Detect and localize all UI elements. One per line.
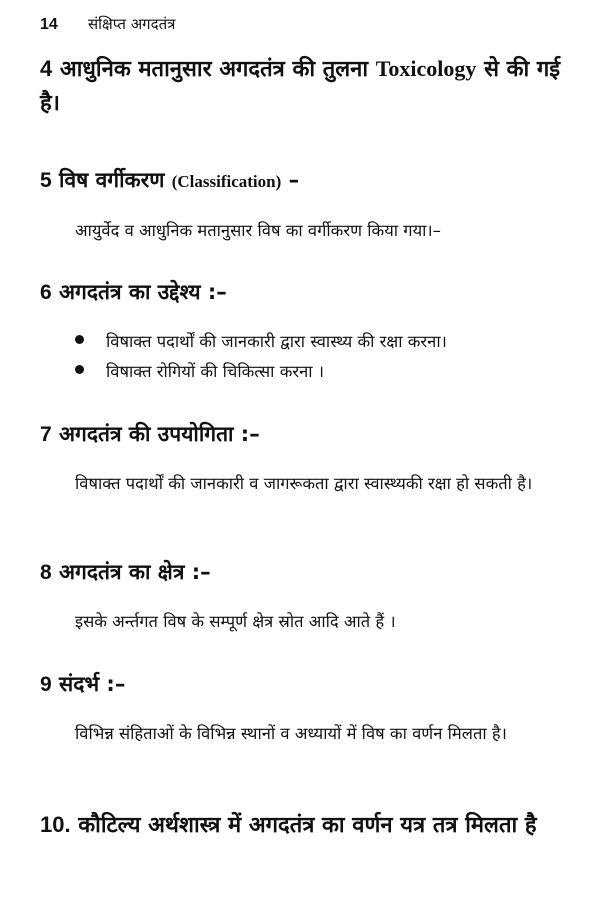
list-item: विषाक्त रोगियों की चिकित्सा करना । xyxy=(75,357,570,387)
section-9 xyxy=(40,668,570,749)
objectives-list xyxy=(40,327,570,387)
english-term: (Classification) xyxy=(171,172,282,191)
section-7 xyxy=(40,418,570,499)
book-title: संक्षिप्त अगदतंत्र xyxy=(88,15,176,33)
section-5 xyxy=(40,164,570,246)
section-8 xyxy=(40,556,570,637)
bullet-icon xyxy=(75,335,84,344)
running-header xyxy=(40,14,175,34)
section-5-heading: 5 विष वर्गीकरण (Classification) – xyxy=(40,168,300,192)
bullet-icon xyxy=(75,365,84,374)
section-4-heading: 4 आधुनिक मतानुसार अगदतंत्र की तुलना Toxicology से की गई है। xyxy=(40,56,561,116)
section-6-heading: 6 अगदतंत्र का उद्देश्य :– xyxy=(40,280,227,304)
section-9-body: विभिन्न संहिताओं के विभिन्न स्थानों व अध्यायों में विष का वर्णन मिलता है। xyxy=(75,724,507,743)
section-8-heading: 8 अगदतंत्र का क्षेत्र :– xyxy=(40,560,211,584)
list-item: विषाक्त पदार्थों की जानकारी द्वारा स्वास्थ्य की रक्षा करना। xyxy=(75,327,570,357)
english-term: Toxicology xyxy=(375,56,477,81)
page-number: 14 xyxy=(40,16,58,33)
section-9-heading: 9 संदर्भ :– xyxy=(40,672,126,696)
section-7-heading: 7 अगदतंत्र की उपयोगिता :– xyxy=(40,422,260,446)
section-8-body: इसके अर्न्तगत विष के सम्पूर्ण क्षेत्र स्रोत आदि आते हैं । xyxy=(75,612,396,631)
section-10-heading: 10. कौटिल्य अर्थशास्त्र में अगदतंत्र का वर्णन यत्र तत्र मिलता है xyxy=(40,812,537,838)
section-7-body: विषाक्त पदार्थों की जानकारी व जागरूकता द्वारा स्वास्थ्यकी रक्षा हो सकती है। xyxy=(75,474,533,493)
section-6 xyxy=(40,276,570,387)
section-10 xyxy=(40,808,570,843)
section-4 xyxy=(40,52,570,121)
section-5-body: आयुर्वेद व आधुनिक मतानुसार विष का वर्गीकरण किया गया।– xyxy=(75,221,441,240)
